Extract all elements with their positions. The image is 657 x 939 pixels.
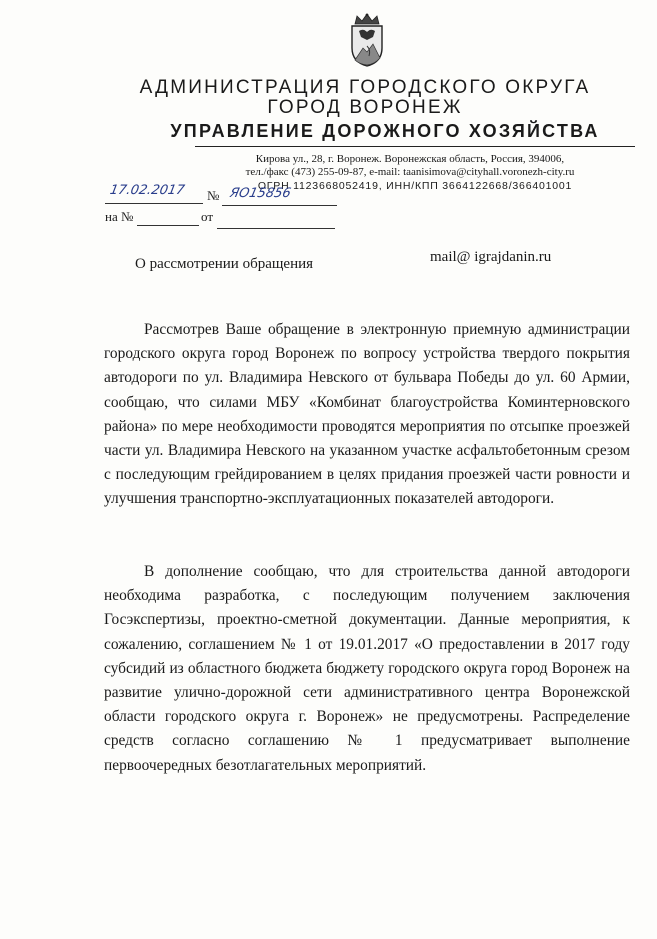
letterhead-divider [195, 146, 635, 147]
org-name-line1: АДМИНИСТРАЦИЯ ГОРОДСКОГО ОКРУГА [139, 77, 591, 98]
number-label: № [207, 188, 220, 203]
body-paragraph-2: В дополнение сообщаю, что для строительства данной автодороги необходима разработка, с последующим получением заключения Госэкспертизы, проектно-сметной документации. Данные мероприятия, к сожалению, соглашением № 1 от 19.01.2017 «О предоставлении в 2017 году субсидий из областного бюджета бюджету городского округа город Воронеж на развитие улично-дорожной сети административного центра Воронежской области городского округа г. Воронеж» не предусмотрены. Распределение средств согласно соглашению № 1 предусматривает выполнение первоочередных безотлагательных мероприятий. [104, 563, 630, 774]
recipient-address: mail@ igrajdanin.ru [430, 249, 552, 265]
org-name-line2: ГОРОД ВОРОНЕЖ [267, 97, 463, 118]
date-underline [105, 203, 203, 204]
handwritten-number: ЯО15856 [228, 186, 293, 201]
reference-date-label: от [201, 209, 214, 224]
address-line: Кирова ул., 28, г. Воронеж. Воронежская область, Россия, 394006, [255, 153, 565, 165]
handwritten-date: 17.02.2017 [108, 183, 186, 198]
department-name: УПРАВЛЕНИЕ ДОРОЖНОГО ХОЗЯЙСТВА [170, 121, 600, 141]
body-paragraph-1: Рассмотрев Ваше обращение в электронную приемную администрации городского округа город Воронеж по вопросу устройства твердого покрытия автодороги по ул. Владимира Невского от бульвара Победы до ул. 60 Армии, сообщаю, что силами МБУ «Комбинат благоустройства Коминтерновского района» по мере необходимости проводятся мероприятия по отсыпке проезжей части ул. Владимира Невского на указанном участке асфальтобетонным срезом с последующим грейдированием в целях придания проезжей части ровности и улучшения транспортно-эксплуатационных показателей автодороги. [104, 321, 630, 508]
reference-number-label: на № [105, 209, 134, 224]
coat-of-arms-icon [347, 12, 387, 68]
number-underline [222, 205, 337, 206]
registration-codes-line: ОГРН 1123668052419, ИНН/КПП 3664122668/366401001 [257, 180, 573, 192]
reference-number-line [137, 225, 199, 226]
letter-subject: О рассмотрении обращения [135, 256, 314, 272]
reference-date-line [217, 228, 335, 229]
contact-line: тел./факс (473) 255-09-87, e-mail: taanisimova@cityhall.voronezh-city.ru [245, 166, 575, 178]
